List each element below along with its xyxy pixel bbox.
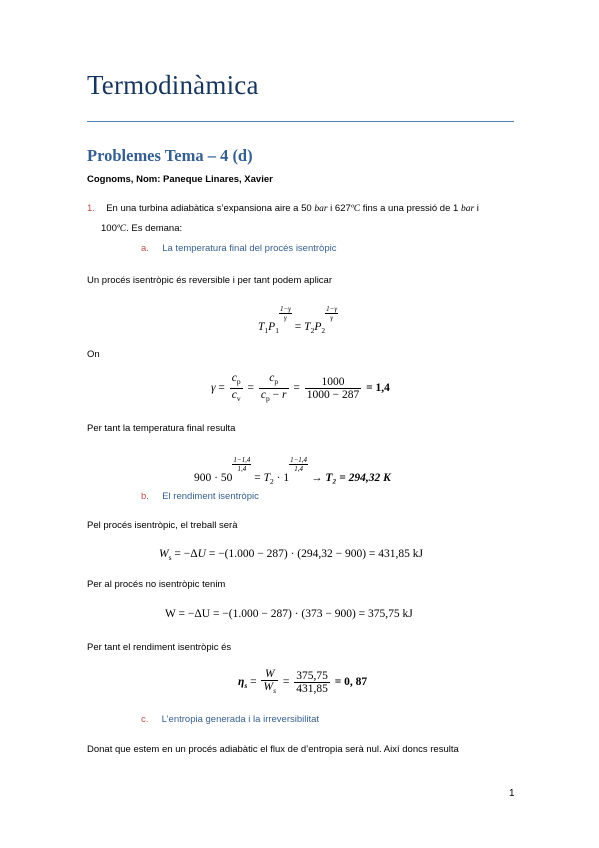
section-a-heading bbox=[141, 242, 336, 255]
paragraph-6: Per tant el rendiment isentròpic és bbox=[87, 642, 232, 653]
paragraph-4: Pel procés isentròpic, el treball serà bbox=[87, 520, 238, 531]
unit-celsius-2: ºC bbox=[116, 224, 127, 234]
unit-bar: bar bbox=[314, 204, 328, 214]
author-line: Cognoms, Nom: Paneque Linares, Xavier bbox=[87, 174, 273, 185]
problem-text-b: i 627 bbox=[330, 203, 351, 214]
section-c-heading bbox=[141, 713, 319, 726]
problem-number: 1. bbox=[87, 203, 95, 214]
unit-bar-2: bar bbox=[460, 204, 475, 214]
problem-text-f: . Es demana: bbox=[126, 223, 183, 234]
section-a-letter: a. bbox=[141, 243, 149, 254]
section-a-title: La temperatura final del procés isentròpic bbox=[162, 243, 337, 254]
section-b-heading bbox=[141, 490, 259, 503]
section-b-title: El rendiment isentròpic bbox=[162, 491, 259, 502]
equation-6: $\eta_s$ = $\frac{W}{W_s}$ = $\frac{375,75}{431,85}$ = 0, 87 bbox=[238, 668, 368, 695]
problem-text-a: En una turbina adiabàtica s’expansiona aire a 50 bbox=[106, 203, 312, 214]
section-c-title: L’entropia generada i la irreversibilitat bbox=[161, 714, 320, 725]
paragraph-1: Un procés isentròpic és reversible i per tant podem aplicar bbox=[87, 275, 333, 286]
unit-celsius: ºC bbox=[350, 204, 361, 214]
section-b-letter: b. bbox=[141, 491, 149, 502]
equation-4: $W_s = -\Delta U = -(1.000 - 287) \cdot (294,32 - 900) = 431,85$ kJ bbox=[159, 548, 424, 562]
equation-2: γ = $\frac{c_p}{c_v}$ = $\frac{c_p}{c_p - r}$ = $\frac{1000}{1000 - 287}$ = 1,4 bbox=[211, 372, 390, 403]
equation-1: $T_1P_1$ $\frac{1-\gamma}{\gamma}$ = $T_2P_2$ $\frac{1-\gamma}{\gamma}$ bbox=[258, 305, 338, 335]
paragraph-5: Per al procés no isentròpic tenim bbox=[87, 579, 226, 590]
section-c-letter: c. bbox=[141, 714, 149, 725]
page-number: 1 bbox=[509, 788, 515, 799]
title-divider bbox=[87, 121, 514, 122]
section-subtitle: Problemes Tema – 4 (d) bbox=[87, 146, 253, 165]
equation-5: W = −ΔU = −(1.000 − 287) · (373 − 900) = 375,75 kJ bbox=[165, 608, 413, 620]
problem-statement bbox=[87, 202, 517, 216]
problem-text-d: i bbox=[476, 203, 479, 214]
paragraph-3: Per tant la temperatura final resulta bbox=[87, 423, 236, 434]
paragraph-7: Donat que estem en un procés adiabàtic el flux de d’entropia serà nul. Així doncs resulta bbox=[87, 744, 459, 755]
equation-3: 900 · 50 $\frac{1-1,4}{1,4}$ = $T_2 \cdot 1$ $\frac{1-1,4}{1,4}$ → T₂ = 294,32 K bbox=[194, 456, 391, 486]
paragraph-2: On bbox=[87, 349, 100, 360]
document-title: Termodinàmica bbox=[87, 70, 259, 100]
problem-text-c: fins a una pressió de 1 bbox=[362, 203, 459, 214]
problem-text-e: 100 bbox=[101, 223, 117, 234]
problem-statement-line2 bbox=[101, 222, 182, 236]
